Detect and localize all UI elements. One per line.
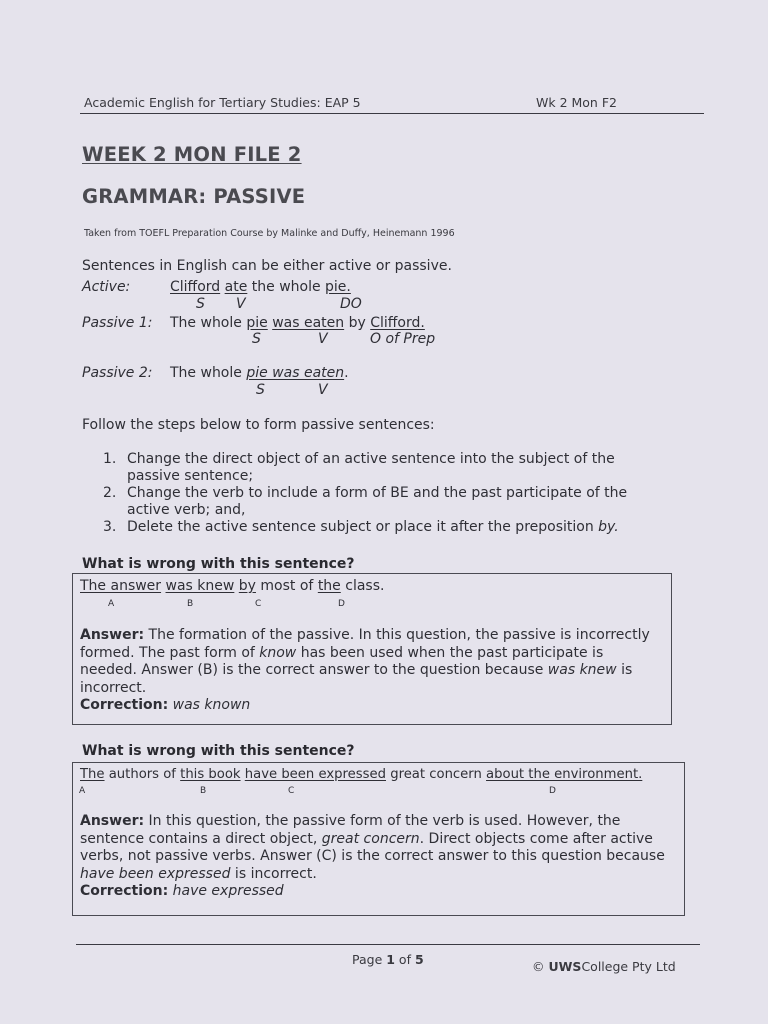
question2-box [72,762,685,916]
footer-rule [76,944,700,945]
step-item: 2. Change the verb to include a form of BE and the past participate of the active verb; and, [103,485,628,518]
passive1-tag-o: O of Prep [370,331,436,347]
active-sentence: Clifford ate the whole pie. [170,279,351,295]
q2-letter-a: A [79,786,86,796]
source-citation: Taken from TOEFL Preparation Course by Malinke and Duffy, Heinemann 1996 [84,228,455,239]
brand-name: UWS [548,959,582,974]
header-rule [80,113,704,114]
question2-answer: Answer: In this question, the passive form of the verb is used. However, the sentence contains a direct object, great concern. Direct objects come after active verbs, not passive verbs. Answer (C) is the correct answer to this question because have been expressed is incorrect. Correction: have expressed [80,813,665,899]
steps-list [103,451,683,536]
page-code: Wk 2 Mon F2 [536,95,617,110]
question1-sentence: The answer was knew by most of the class. [80,578,385,594]
question2-sentence: The authors of this book have been expressed great concern about the environment. [80,767,643,782]
copyright: © UWSCollege Pty Ltd [532,959,676,974]
question2-heading: What is wrong with this sentence? [82,743,355,759]
passive2-label: Passive 2: [82,365,153,381]
passive2-tag-s: S [256,382,265,398]
question1-heading: What is wrong with this sentence? [82,556,355,572]
step-item: 1. Change the direct object of an active sentence into the subject of the passive sentence; [103,451,615,484]
active-tag-do: DO [340,296,362,312]
page-number: Page 1 of 5 [352,952,424,967]
copyright-icon: © [532,959,545,974]
q1-letter-a: A [108,599,115,609]
active-tag-v: V [236,296,246,312]
passive2-tag-v: V [318,382,328,398]
q2-letter-d: D [549,786,556,796]
question1-answer: Answer: The formation of the passive. In this question, the passive is incorrectly formed. The past form of know has been used when the past participate is needed. Answer (B) is the correct answer to the question because was knew is incorrect. Correction: was known [80,627,650,713]
passive1-tag-v: V [318,331,328,347]
step-item: 3. Delete the active sentence subject or place it after the preposition by. [103,519,619,535]
steps-intro: Follow the steps below to form passive sentences: [82,417,435,433]
passive2-sentence: The whole pie was eaten. [170,365,349,381]
course-title: Academic English for Tertiary Studies: EAP 5 [84,95,361,110]
q2-letter-b: B [200,786,207,796]
passive1-tag-s: S [252,331,261,347]
q1-letter-d: D [338,599,345,609]
active-tag-s: S [196,296,205,312]
passive1-sentence: The whole pie was eaten by Clifford. [170,315,425,331]
question1-box [72,573,672,725]
page-title: WEEK 2 MON FILE 2 [82,143,302,166]
q1-letter-b: B [187,599,194,609]
passive1-label: Passive 1: [82,315,153,331]
q2-letter-c: C [288,786,295,796]
q1-letter-c: C [255,599,262,609]
active-label: Active: [82,279,131,295]
intro-text: Sentences in English can be either active or passive. [82,258,452,274]
section-title: GRAMMAR: PASSIVE [82,185,306,208]
